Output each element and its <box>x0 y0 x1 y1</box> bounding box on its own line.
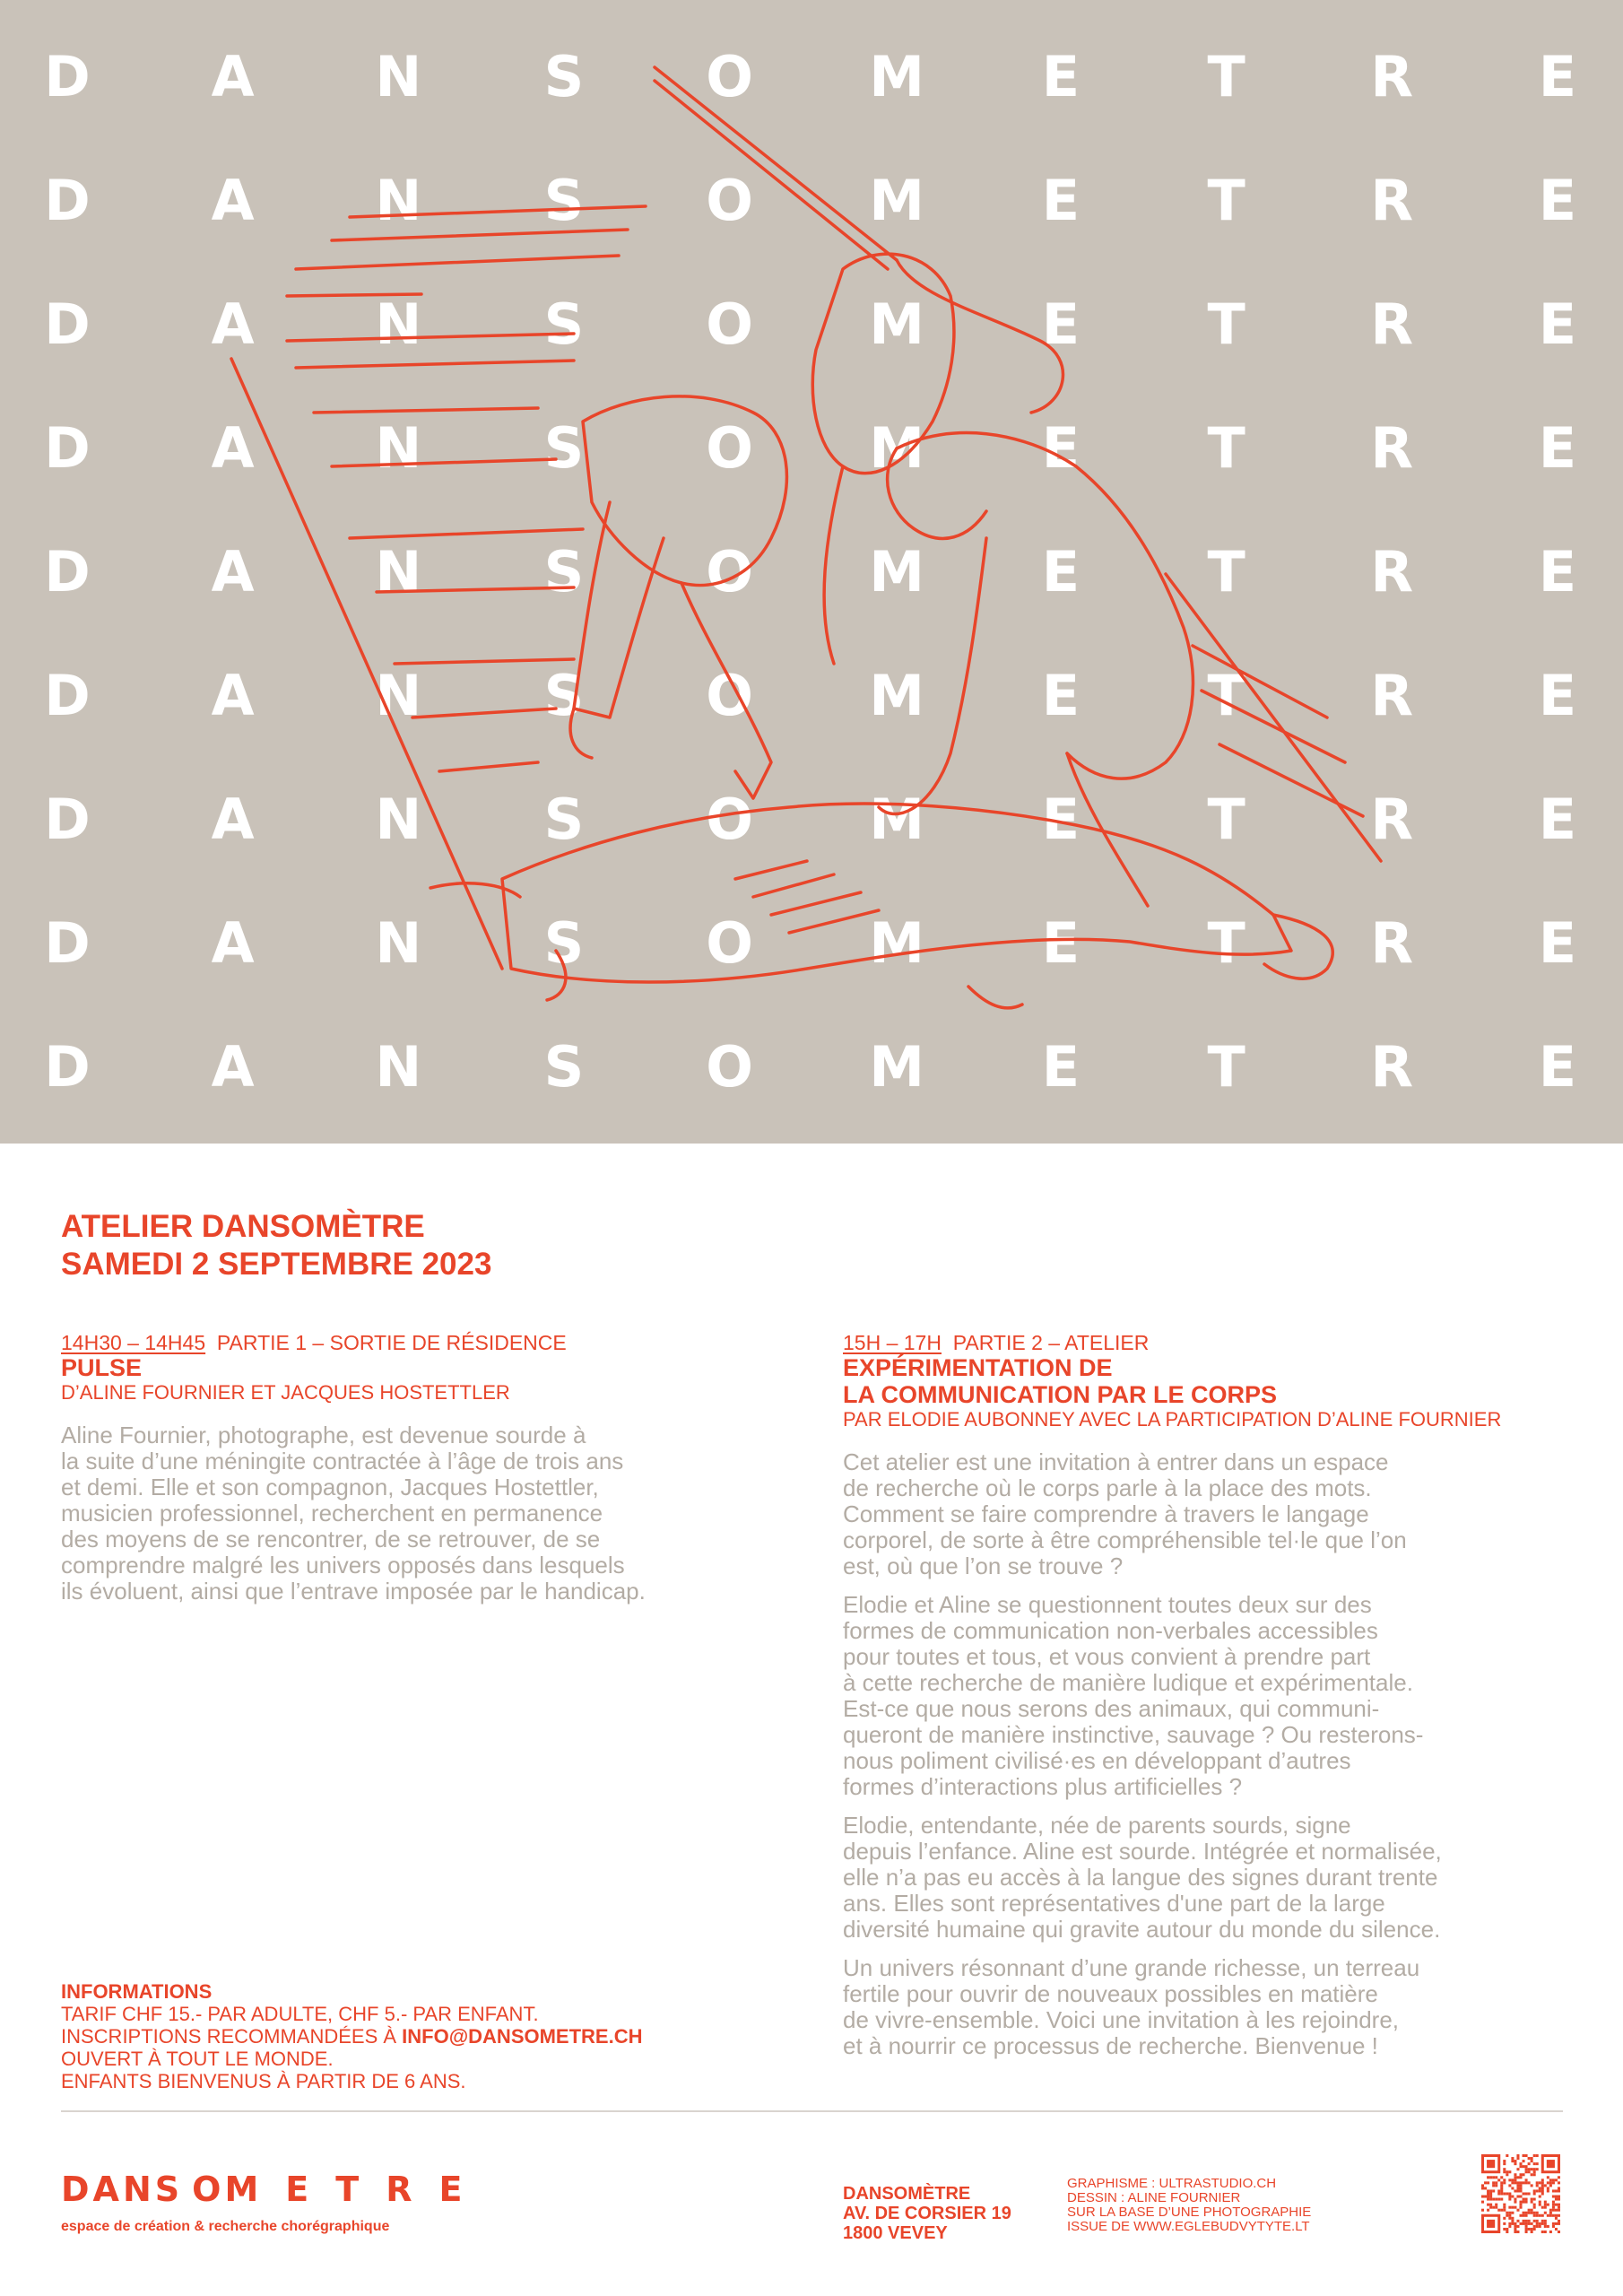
title-letter: D <box>44 1034 91 1100</box>
part2-title-line1: EXPÉRIMENTATION DE <box>843 1354 1113 1381</box>
title-letter: T <box>1207 415 1245 481</box>
title-letter: S <box>543 168 585 233</box>
title-letter: D <box>44 910 91 976</box>
part2-column <box>843 1331 1560 2072</box>
body-paragraph <box>843 1813 1560 1943</box>
title-letter: M <box>869 539 924 604</box>
body-line: de vivre-ensemble. Voici une invitation à les rejoindre, <box>843 2006 1400 2033</box>
title-letter: S <box>543 1034 585 1100</box>
title-letter: S <box>543 291 585 357</box>
body-line: et demi. Elle et son compagnon, Jacques Hostettler, <box>61 1474 599 1500</box>
footer-address <box>843 2184 1011 2243</box>
body-line: Elodie et Aline se questionnent toutes deux sur des <box>843 1591 1372 1618</box>
part2-time-line <box>843 1331 1560 1354</box>
title-letter: S <box>543 663 585 728</box>
title-letter: O <box>706 663 753 728</box>
info-open: OUVERT À TOUT LE MONDE. <box>61 2048 334 2070</box>
title-letter: E <box>1041 168 1081 233</box>
title-letter: T <box>1207 539 1245 604</box>
title-letter: N <box>375 663 422 728</box>
info-registration-text: INSCRIPTIONS RECOMMANDÉES À <box>61 2025 403 2048</box>
title-letter: S <box>543 787 585 852</box>
title-letter: R <box>1370 910 1414 976</box>
title-letter: N <box>375 539 422 604</box>
part2-byline: PAR ELODIE AUBONNEY AVEC LA PARTICIPATION D’ALINE FOURNIER <box>843 1408 1502 1431</box>
title-letter: M <box>869 415 924 481</box>
title-letter: D <box>44 539 91 604</box>
title-letter: E <box>1041 539 1081 604</box>
qr-code-icon[interactable] <box>1481 2154 1560 2233</box>
title-letter: T <box>1207 787 1245 852</box>
title-letter: O <box>706 291 753 357</box>
body-line: Elodie, entendante, née de parents sourds, signe <box>843 1812 1351 1839</box>
event-date: SAMEDI 2 SEPTEMBRE 2023 <box>61 1247 492 1282</box>
title-letter: R <box>1370 539 1414 604</box>
title-letter: S <box>543 44 585 109</box>
body-paragraph <box>843 1592 1560 1800</box>
title-letter: M <box>869 44 924 109</box>
title-letter: E <box>1538 291 1577 357</box>
illustration-drawing <box>0 0 1623 1144</box>
stair-rail-top <box>655 67 897 260</box>
title-letter: S <box>543 910 585 976</box>
part1-body <box>61 1422 778 1605</box>
body-line: est, où que l’on se trouve ? <box>843 1552 1124 1579</box>
logo-wordmark <box>61 2170 489 2209</box>
divider <box>61 2110 1563 2112</box>
body-line: formes d’interactions plus artificielles ? <box>843 1773 1243 1800</box>
hero-banner <box>0 0 1623 1144</box>
title-letter: D <box>44 44 91 109</box>
title-letter: E <box>1041 1034 1081 1100</box>
logo-letter: A <box>92 2170 119 2209</box>
title-letter: D <box>44 787 91 852</box>
credit-line4: ISSUE DE WWW.EGLEBUDVYTYTE.LT <box>1067 2219 1310 2234</box>
logo-letter: S <box>154 2170 180 2209</box>
part2-body <box>843 1449 1560 2059</box>
title-letter: A <box>211 44 255 109</box>
title-letter: M <box>869 787 924 852</box>
body-line: diversité humaine qui gravite autour du monde du silence. <box>843 1916 1441 1943</box>
body-line: elle n’a pas eu accès à la langue des signes durant trente <box>843 1864 1438 1891</box>
title-letter: R <box>1370 44 1414 109</box>
figure-lying-body <box>502 804 1291 982</box>
body-line: nous poliment civilisé·es en développant d’autres <box>843 1747 1351 1774</box>
body-line: la suite d’une méningite contractée à l’âge de trois ans <box>61 1448 624 1474</box>
title-letter: R <box>1370 168 1414 233</box>
body-line: comprendre malgré les univers opposés dans lesquels <box>61 1552 625 1578</box>
title-letter: A <box>211 415 255 481</box>
title-letter: E <box>1041 291 1081 357</box>
figure-top-torso <box>812 254 954 481</box>
credit-line3: SUR LA BASE D’UNE PHOTOGRAPHIE <box>1067 2205 1312 2220</box>
title-letter: S <box>543 539 585 604</box>
part2-label: PARTIE 2 – ATELIER <box>952 1331 1150 1354</box>
part2-title-line2: LA COMMUNICATION PAR LE CORPS <box>843 1381 1277 1408</box>
body-line: des moyens de se rencontrer, de se retrouver, de se <box>61 1526 601 1552</box>
body-line: Comment se faire comprendre à travers le langage <box>843 1500 1369 1527</box>
body-paragraph <box>843 1955 1560 2059</box>
title-letter: O <box>706 44 753 109</box>
title-letter: E <box>1041 910 1081 976</box>
title-letter: A <box>211 1034 255 1100</box>
title-letter: E <box>1041 663 1081 728</box>
body-line: Un univers résonnant d’une grande richesse, un terreau <box>843 1954 1420 1981</box>
logo-letter: T <box>335 2170 360 2209</box>
title-letter: D <box>44 415 91 481</box>
title-letter: R <box>1370 291 1414 357</box>
title-letter: A <box>211 910 255 976</box>
logo-letter: E <box>438 2170 463 2209</box>
info-children: ENFANTS BIENVENUS À PARTIR DE 6 ANS. <box>61 2070 466 2092</box>
info-registration <box>61 2025 643 2048</box>
title-letter: E <box>1538 910 1577 976</box>
title-letter: M <box>869 910 924 976</box>
part1-title: PULSE <box>61 1354 143 1381</box>
title-letter: A <box>211 539 255 604</box>
logo-letter: N <box>122 2170 152 2209</box>
stair-rail-left <box>231 359 502 976</box>
figure-right-torso <box>897 433 1193 779</box>
title-letter: N <box>375 787 422 852</box>
title-letter: O <box>706 1034 753 1100</box>
title-letter: M <box>869 168 924 233</box>
body-line: formes de communication non-verbales accessibles <box>843 1617 1378 1644</box>
part1-time: 14H30 – 14H45 <box>61 1331 206 1354</box>
address-line2: AV. DE CORSIER 19 <box>843 2204 1011 2223</box>
body-line: à cette recherche de manière ludique et expérimentale. <box>843 1669 1413 1696</box>
title-letter: R <box>1370 415 1414 481</box>
title-letter: O <box>706 787 753 852</box>
title-letter: O <box>706 910 753 976</box>
info-title: INFORMATIONS <box>61 1980 213 2003</box>
info-email-link[interactable]: INFO@DANSOMETRE.CH <box>402 2025 643 2048</box>
title-letter: T <box>1207 168 1245 233</box>
title-letter: O <box>706 168 753 233</box>
body-paragraph <box>61 1422 778 1605</box>
title-letter: T <box>1207 291 1245 357</box>
title-letter: E <box>1538 44 1577 109</box>
title-letter: O <box>706 415 753 481</box>
title-letter: E <box>1538 787 1577 852</box>
body-line: Aline Fournier, photographe, est devenue sourde à <box>61 1422 586 1448</box>
info-block <box>61 1980 643 2092</box>
title-letter: E <box>1538 1034 1577 1100</box>
title-letter: D <box>44 291 91 357</box>
body-line: musicien professionnel, recherchent en permanence <box>61 1500 603 1526</box>
title-letter: D <box>44 663 91 728</box>
credit-line1: GRAPHISME : ULTRASTUDIO.CH <box>1067 2176 1277 2191</box>
title-letter: N <box>375 1034 422 1100</box>
title-letter: N <box>375 168 422 233</box>
title-letter: M <box>869 291 924 357</box>
title-letter: R <box>1370 1034 1414 1100</box>
body-line: depuis l’enfance. Aline est sourde. Intégrée et normalisée, <box>843 1838 1442 1865</box>
logo-letter: R <box>386 2170 412 2209</box>
body-line: Cet atelier est une invitation à entrer dans un espace <box>843 1448 1389 1475</box>
footer-credits <box>1067 2177 1311 2234</box>
body-line: ans. Elles sont représentatives d'une part de la large <box>843 1890 1385 1917</box>
body-line: de recherche où le corps parle à la place des mots. <box>843 1474 1372 1501</box>
title-letter: T <box>1207 44 1245 109</box>
title-letter: E <box>1538 168 1577 233</box>
body-line: corporel, de sorte à être compréhensible tel·le que l’on <box>843 1526 1407 1553</box>
title-letter: T <box>1207 1034 1245 1100</box>
part1-time-line <box>61 1331 778 1354</box>
body-line: pour toutes et tous, et vous convient à prendre part <box>843 1643 1371 1670</box>
logo-letter: O <box>192 2170 221 2209</box>
logo-tagline: espace de création & recherche chorégraphique <box>61 2219 390 2234</box>
title-letter: N <box>375 44 422 109</box>
title-letter: E <box>1041 44 1081 109</box>
body-line: et à nourrir ce processus de recherche. Bienvenue ! <box>843 2032 1378 2059</box>
title-letter: A <box>211 787 255 852</box>
footer-logo <box>61 2172 489 2235</box>
title-letter: D <box>44 168 91 233</box>
title-letter: M <box>869 663 924 728</box>
body-line: Est-ce que nous serons des animaux, qui communi- <box>843 1695 1380 1722</box>
info-price: TARIF CHF 15.- PAR ADULTE, CHF 5.- PAR ENFANT. <box>61 2003 539 2025</box>
title-letter: R <box>1370 787 1414 852</box>
title-letter: N <box>375 291 422 357</box>
body-line: queront de manière instinctive, sauvage ? Ou resterons- <box>843 1721 1424 1748</box>
address-line3: 1800 VEVEY <box>843 2223 948 2243</box>
title-letter: S <box>543 415 585 481</box>
title-letter: A <box>211 291 255 357</box>
title-letter: N <box>375 910 422 976</box>
body-line: fertile pour ouvrir de nouveaux possibles en matière <box>843 1980 1378 2007</box>
logo-letter: E <box>285 2170 309 2209</box>
logo-letter: M <box>224 2170 259 2209</box>
title-letter: O <box>706 539 753 604</box>
title-letter: E <box>1041 415 1081 481</box>
title-letter: T <box>1207 663 1245 728</box>
address-line1: DANSOMÈTRE <box>843 2184 971 2204</box>
title-letter: A <box>211 168 255 233</box>
event-title-line1: ATELIER DANSOMÈTRE <box>61 1209 425 1244</box>
title-letter: T <box>1207 910 1245 976</box>
body-line: ils évoluent, ainsi que l’entrave imposée par le handicap. <box>61 1578 646 1605</box>
title-letter: E <box>1538 415 1577 481</box>
title-letter: M <box>869 1034 924 1100</box>
logo-letter: D <box>61 2170 90 2209</box>
figure-left-torso <box>583 396 786 586</box>
title-letter: E <box>1538 663 1577 728</box>
title-letter: N <box>375 415 422 481</box>
title-letter: E <box>1538 539 1577 604</box>
event-title <box>61 1208 491 1283</box>
title-letter: A <box>211 663 255 728</box>
title-letter: E <box>1041 787 1081 852</box>
part1-byline: D’ALINE FOURNIER ET JACQUES HOSTETTLER <box>61 1381 510 1404</box>
part2-time: 15H – 17H <box>843 1331 942 1354</box>
title-letter: R <box>1370 663 1414 728</box>
part1-column <box>61 1331 778 1617</box>
stair-rail-right <box>1166 574 1381 861</box>
body-paragraph <box>843 1449 1560 1579</box>
part1-label: PARTIE 1 – SORTIE DE RÉSIDENCE <box>216 1331 567 1354</box>
credit-line2: DESSIN : ALINE FOURNIER <box>1067 2190 1241 2205</box>
